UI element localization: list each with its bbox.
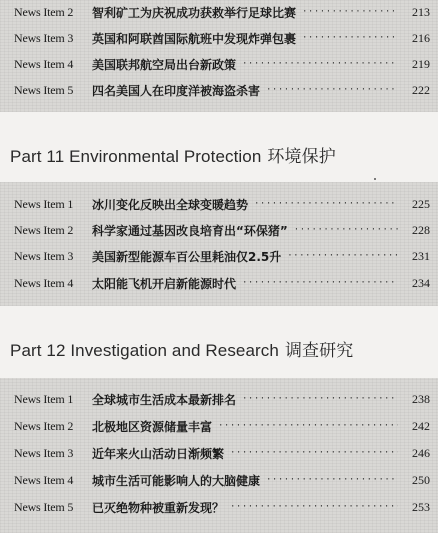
section-heading-part-12 bbox=[10, 336, 353, 361]
section-heading-cn: 调查研究 bbox=[284, 341, 354, 361]
news-item-label: News Item 5 bbox=[14, 499, 74, 514]
page-number: 225 bbox=[412, 196, 430, 211]
section-heading-part-11 bbox=[10, 142, 336, 167]
page-number: 250 bbox=[412, 472, 430, 487]
toc-row bbox=[14, 28, 430, 48]
toc-row bbox=[14, 443, 430, 463]
news-item-title: 美国联邦航空局出台新政策 bbox=[92, 57, 237, 72]
toc-row bbox=[14, 194, 430, 214]
dot-leader bbox=[242, 59, 398, 69]
news-item-title: 科学家通过基因改良培育出“环保猪” bbox=[92, 223, 288, 238]
dot-leader bbox=[254, 199, 398, 209]
news-item-label: News Item 3 bbox=[14, 248, 74, 263]
news-item-title: 太阳能飞机开启新能源时代 bbox=[92, 276, 237, 291]
news-item-title: 智利矿工为庆祝成功获救举行足球比赛 bbox=[92, 5, 297, 20]
toc-row bbox=[14, 497, 430, 517]
section-heading-en: Part 12 Investigation and Research bbox=[10, 341, 279, 360]
dot-leader bbox=[266, 85, 398, 95]
toc-row bbox=[14, 416, 430, 436]
page-number: 216 bbox=[412, 30, 430, 45]
page-number: 219 bbox=[412, 56, 430, 71]
dot-leader bbox=[266, 475, 398, 485]
page-number: 231 bbox=[412, 248, 430, 263]
news-item-title: 城市生活可能影响人的大脑健康 bbox=[92, 473, 261, 488]
news-item-label: News Item 1 bbox=[14, 196, 74, 211]
section-heading-cn: 环境保护 bbox=[267, 147, 336, 167]
page-number: 222 bbox=[412, 82, 430, 97]
news-item-label: News Item 4 bbox=[14, 472, 74, 487]
page-number: 234 bbox=[412, 275, 430, 290]
dot-leader bbox=[230, 502, 398, 512]
toc-row bbox=[14, 273, 430, 293]
news-item-label: News Item 2 bbox=[14, 222, 74, 237]
toc-row bbox=[14, 246, 430, 266]
news-item-title: 英国和阿联酋国际航班中发现炸弹包裹 bbox=[92, 31, 297, 46]
news-item-title: 近年来火山活动日渐频繁 bbox=[92, 446, 225, 461]
toc-row bbox=[14, 80, 430, 100]
scan-speck bbox=[374, 178, 376, 180]
dot-leader bbox=[287, 251, 398, 261]
news-item-title: 美国新型能源车百公里耗油仅2.5升 bbox=[92, 249, 282, 264]
toc-row bbox=[14, 54, 430, 74]
toc-row bbox=[14, 220, 430, 240]
dot-leader bbox=[242, 278, 398, 288]
toc-row bbox=[14, 2, 430, 22]
section-heading-en: Part 11 Environmental Protection bbox=[10, 147, 262, 166]
news-item-label: News Item 4 bbox=[14, 56, 74, 71]
news-item-title: 已灭绝物种被重新发现？ bbox=[92, 500, 225, 515]
dot-leader bbox=[294, 225, 398, 235]
toc-row bbox=[14, 389, 430, 409]
page-number: 213 bbox=[412, 4, 430, 19]
dot-leader bbox=[302, 33, 398, 43]
news-item-label: News Item 4 bbox=[14, 275, 74, 290]
dot-leader bbox=[218, 421, 398, 431]
news-item-label: News Item 1 bbox=[14, 391, 74, 406]
page-number: 228 bbox=[412, 222, 430, 237]
dot-leader bbox=[242, 394, 398, 404]
page-number: 242 bbox=[412, 418, 430, 433]
dot-leader bbox=[302, 7, 398, 17]
news-item-title: 北极地区资源储量丰富 bbox=[92, 419, 213, 434]
news-item-label: News Item 2 bbox=[14, 418, 74, 433]
page-number: 246 bbox=[412, 445, 430, 460]
toc-row bbox=[14, 470, 430, 490]
dot-leader bbox=[230, 448, 398, 458]
news-item-label: News Item 5 bbox=[14, 82, 74, 97]
news-item-label: News Item 3 bbox=[14, 30, 74, 45]
news-item-title: 冰川变化反映出全球变暖趋势 bbox=[92, 197, 249, 212]
news-item-title: 全球城市生活成本最新排名 bbox=[92, 392, 237, 407]
page-number: 238 bbox=[412, 391, 430, 406]
news-item-label: News Item 2 bbox=[14, 4, 74, 19]
news-item-label: News Item 3 bbox=[14, 445, 74, 460]
news-item-title: 四名美国人在印度洋被海盗杀害 bbox=[92, 83, 261, 98]
page-number: 253 bbox=[412, 499, 430, 514]
